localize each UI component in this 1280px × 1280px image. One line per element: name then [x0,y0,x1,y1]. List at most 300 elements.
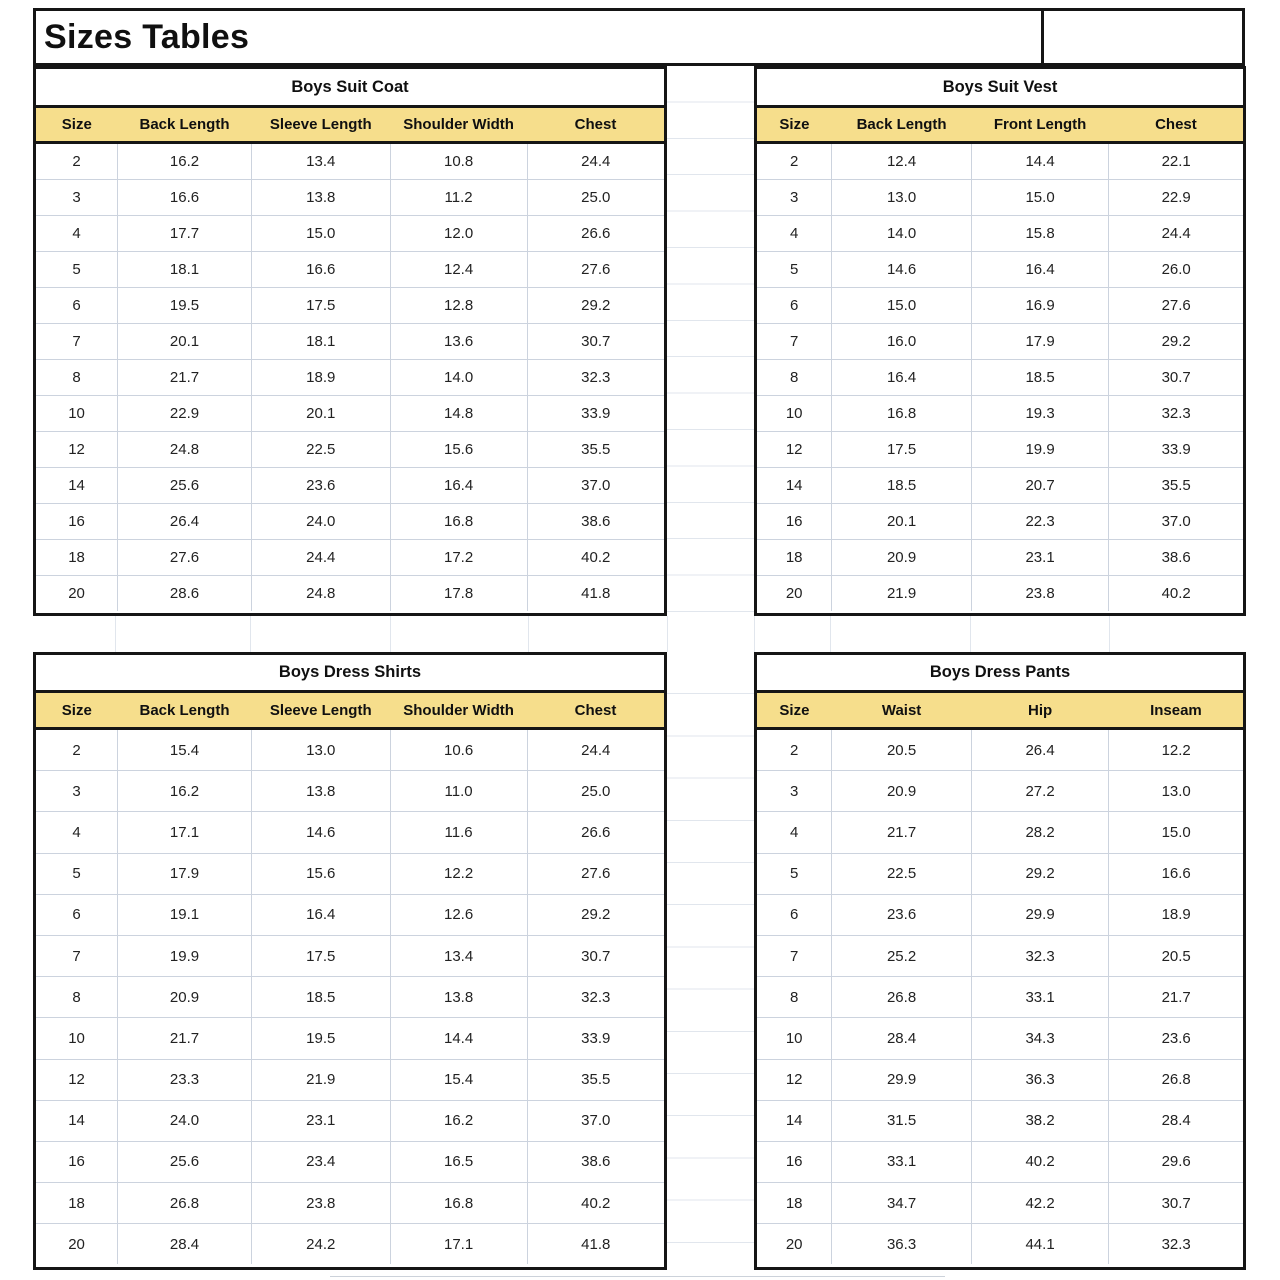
boys-suit-vest-table [754,66,1246,616]
gap-column-bottom [667,652,754,1270]
cell: 6 [36,894,118,935]
cell: 14 [757,1100,832,1141]
cell: 16 [36,504,118,540]
faint-gridline [528,616,529,652]
column-header: Size [36,108,118,143]
cell: 19.3 [971,396,1109,432]
cell: 14 [36,468,118,504]
faint-gridline [1109,616,1110,652]
cell: 26.4 [971,729,1109,771]
cell: 29.9 [832,1059,971,1100]
column-header: Chest [1109,108,1243,143]
cell: 28.4 [1109,1100,1243,1141]
cell: 12 [36,1059,118,1100]
cell: 28.6 [118,576,252,612]
cell: 26.0 [1109,252,1243,288]
cell: 14.4 [390,1018,527,1059]
table-row [757,1059,1243,1100]
cell: 44.1 [971,1224,1109,1265]
cell: 36.3 [971,1059,1109,1100]
cell: 32.3 [527,977,664,1018]
cell: 11.0 [390,771,527,812]
cell: 13.0 [832,180,971,216]
table-row [36,1183,664,1224]
cell: 8 [36,977,118,1018]
cell: 20.5 [1109,935,1243,976]
cell: 4 [757,216,832,252]
cell: 20.1 [251,396,390,432]
dress-shirts-grid [36,693,664,1264]
cell: 27.2 [971,771,1109,812]
cell: 4 [757,812,832,853]
cell: 20 [757,1224,832,1265]
suit-coat-grid [36,108,664,611]
table-row [36,853,664,894]
cell: 17.1 [390,1224,527,1265]
cell: 27.6 [1109,288,1243,324]
cell: 33.9 [1109,432,1243,468]
cell: 14.6 [832,252,971,288]
cell: 17.2 [390,540,527,576]
cell: 22.9 [1109,180,1243,216]
cell: 18.5 [832,468,971,504]
table-title: Boys Dress Pants [757,655,1243,693]
cell: 18.5 [971,360,1109,396]
table-row [36,977,664,1018]
table-row [36,1018,664,1059]
cell: 7 [757,324,832,360]
table-row [36,1224,664,1265]
cell: 16.8 [390,1183,527,1224]
cell: 24.8 [118,432,252,468]
dress-pants-grid [757,693,1243,1264]
cell: 10 [36,1018,118,1059]
cell: 23.8 [971,576,1109,612]
cell: 38.6 [527,504,664,540]
cell: 31.5 [832,1100,971,1141]
faint-gridline [250,616,251,652]
column-header: Back Length [832,108,971,143]
page-title: Sizes Tables [44,17,250,56]
cell: 33.9 [527,396,664,432]
column-header: Chest [527,693,664,729]
cell: 18 [36,540,118,576]
cell: 16.2 [390,1100,527,1141]
cell: 29.2 [527,894,664,935]
cell: 15.6 [390,432,527,468]
boys-dress-shirts-table [33,652,667,1270]
cell: 10 [36,396,118,432]
cell: 5 [36,252,118,288]
cell: 34.7 [832,1183,971,1224]
cell: 25.6 [118,468,252,504]
cell: 14.8 [390,396,527,432]
table-row [757,216,1243,252]
cell: 26.8 [832,977,971,1018]
cell: 2 [36,729,118,771]
table-row [757,1100,1243,1141]
cell: 16.4 [971,252,1109,288]
cell: 7 [757,935,832,976]
cell: 3 [757,771,832,812]
faint-gridline [667,616,668,652]
cell: 25.6 [118,1141,252,1182]
header-row [757,108,1243,143]
cell: 12.8 [390,288,527,324]
cell: 2 [757,143,832,180]
title-band [33,8,1245,66]
table-row [757,324,1243,360]
cell: 12.4 [390,252,527,288]
cell: 20.5 [832,729,971,771]
cell: 27.6 [527,853,664,894]
table-row [36,576,664,612]
cell: 28.4 [118,1224,252,1265]
cell: 18.9 [1109,894,1243,935]
table-row [36,540,664,576]
cell: 26.8 [118,1183,252,1224]
cell: 29.2 [527,288,664,324]
cell: 4 [36,812,118,853]
table-row [757,252,1243,288]
table-row [757,288,1243,324]
table-row [36,432,664,468]
cell: 24.4 [251,540,390,576]
cell: 35.5 [1109,468,1243,504]
cell: 25.2 [832,935,971,976]
cell: 20 [36,1224,118,1265]
gap-column-top [667,66,754,616]
cell: 16.5 [390,1141,527,1182]
cell: 15.0 [1109,812,1243,853]
faint-gridline-bottom [330,1276,945,1277]
cell: 17.8 [390,576,527,612]
cell: 6 [36,288,118,324]
cell: 29.9 [971,894,1109,935]
faint-gridline [390,616,391,652]
faint-gridline [115,616,116,652]
cell: 23.1 [251,1100,390,1141]
cell: 28.2 [971,812,1109,853]
spacer-row [33,616,1245,652]
cell: 16.8 [832,396,971,432]
cell: 32.3 [1109,1224,1243,1265]
cell: 17.9 [118,853,252,894]
table-row [36,894,664,935]
cell: 20.7 [971,468,1109,504]
cell: 30.7 [527,324,664,360]
cell: 33.1 [971,977,1109,1018]
faint-gridline [970,616,971,652]
cell: 12.2 [390,853,527,894]
cell: 11.2 [390,180,527,216]
table-row [36,935,664,976]
table-row [757,977,1243,1018]
column-header: Shoulder Width [390,693,527,729]
cell: 37.0 [1109,504,1243,540]
cell: 25.0 [527,180,664,216]
cell: 14 [757,468,832,504]
cell: 30.7 [1109,1183,1243,1224]
table-row [36,324,664,360]
cell: 26.6 [527,812,664,853]
cell: 18 [757,540,832,576]
cell: 16.2 [118,143,252,180]
cell: 19.9 [118,935,252,976]
cell: 36.3 [832,1224,971,1265]
table-row [757,1141,1243,1182]
cell: 12 [757,1059,832,1100]
boys-suit-coat-table [33,66,667,616]
cell: 20.1 [832,504,971,540]
cell: 15.0 [832,288,971,324]
cell: 5 [757,853,832,894]
column-header: Sleeve Length [251,108,390,143]
table-row [36,288,664,324]
cell: 13.0 [251,729,390,771]
table-row [757,812,1243,853]
cell: 20 [36,576,118,612]
table-row [36,143,664,180]
cell: 17.7 [118,216,252,252]
cell: 17.5 [251,935,390,976]
table-row [757,432,1243,468]
cell: 34.3 [971,1018,1109,1059]
cell: 18.9 [251,360,390,396]
cell: 14.4 [971,143,1109,180]
column-header: Chest [527,108,664,143]
cell: 24.4 [527,143,664,180]
table-row [757,894,1243,935]
cell: 20.9 [118,977,252,1018]
cell: 40.2 [971,1141,1109,1182]
table-title: Boys Suit Coat [36,69,664,108]
cell: 13.4 [251,143,390,180]
table-row [757,396,1243,432]
column-header: Back Length [118,693,252,729]
table-row [757,360,1243,396]
header-row [757,693,1243,729]
column-header: Inseam [1109,693,1243,729]
cell: 3 [36,180,118,216]
cell: 29.2 [971,853,1109,894]
cell: 15.6 [251,853,390,894]
cell: 16.6 [118,180,252,216]
cell: 16 [757,504,832,540]
column-header: Front Length [971,108,1109,143]
cell: 5 [36,853,118,894]
cell: 38.6 [527,1141,664,1182]
cell: 16.0 [832,324,971,360]
table-row [757,540,1243,576]
table-row [757,180,1243,216]
cell: 16.9 [971,288,1109,324]
cell: 23.4 [251,1141,390,1182]
cell: 25.0 [527,771,664,812]
cell: 16.4 [832,360,971,396]
cell: 35.5 [527,1059,664,1100]
cell: 14.0 [832,216,971,252]
column-header: Shoulder Width [390,108,527,143]
table-row [36,1141,664,1182]
cell: 19.5 [118,288,252,324]
cell: 20.9 [832,771,971,812]
cell: 22.1 [1109,143,1243,180]
cell: 29.6 [1109,1141,1243,1182]
cell: 12.4 [832,143,971,180]
table-row [36,396,664,432]
cell: 23.3 [118,1059,252,1100]
column-header: Waist [832,693,971,729]
table-row [36,1059,664,1100]
cell: 4 [36,216,118,252]
cell: 13.8 [251,771,390,812]
cell: 8 [36,360,118,396]
cell: 20.9 [832,540,971,576]
cell: 27.6 [527,252,664,288]
table-row [36,216,664,252]
cell: 10 [757,1018,832,1059]
cell: 12 [36,432,118,468]
cell: 23.6 [1109,1018,1243,1059]
cell: 16.4 [390,468,527,504]
cell: 12.0 [390,216,527,252]
cell: 27.6 [118,540,252,576]
cell: 12 [757,432,832,468]
cell: 10 [757,396,832,432]
cell: 40.2 [1109,576,1243,612]
cell: 33.1 [832,1141,971,1182]
cell: 23.8 [251,1183,390,1224]
cell: 32.3 [1109,396,1243,432]
cell: 42.2 [971,1183,1109,1224]
cell: 37.0 [527,468,664,504]
cell: 20.1 [118,324,252,360]
cell: 2 [36,143,118,180]
suit-vest-grid [757,108,1243,611]
cell: 2 [757,729,832,771]
cell: 18.1 [118,252,252,288]
cell: 38.2 [971,1100,1109,1141]
cell: 26.8 [1109,1059,1243,1100]
header-row [36,693,664,729]
cell: 3 [757,180,832,216]
cell: 16.2 [118,771,252,812]
cell: 26.4 [118,504,252,540]
cell: 41.8 [527,576,664,612]
cell: 21.9 [832,576,971,612]
cell: 10.6 [390,729,527,771]
cell: 40.2 [527,1183,664,1224]
title-empty-cell [1044,11,1242,63]
cell: 16.4 [251,894,390,935]
cell: 16.6 [1109,853,1243,894]
cell: 20 [757,576,832,612]
cell: 17.5 [251,288,390,324]
cell: 24.4 [1109,216,1243,252]
cell: 16.6 [251,252,390,288]
cell: 24.0 [251,504,390,540]
cell: 16.8 [390,504,527,540]
cell: 18.1 [251,324,390,360]
cell: 15.0 [971,180,1109,216]
table-row [36,504,664,540]
table-row [36,252,664,288]
cell: 14.6 [251,812,390,853]
cell: 16 [36,1141,118,1182]
table-row [757,1018,1243,1059]
table-row [757,853,1243,894]
cell: 6 [757,894,832,935]
cell: 35.5 [527,432,664,468]
table-row [757,771,1243,812]
table-title: Boys Suit Vest [757,69,1243,108]
table-row [757,935,1243,976]
cell: 19.9 [971,432,1109,468]
table-row [757,1224,1243,1265]
table-title: Boys Dress Shirts [36,655,664,693]
cell: 24.0 [118,1100,252,1141]
cell: 18 [757,1183,832,1224]
cell: 15.8 [971,216,1109,252]
cell: 24.2 [251,1224,390,1265]
cell: 30.7 [527,935,664,976]
cell: 40.2 [527,540,664,576]
cell: 41.8 [527,1224,664,1265]
cell: 6 [757,288,832,324]
faint-gridline [830,616,831,652]
cell: 30.7 [1109,360,1243,396]
cell: 11.6 [390,812,527,853]
cell: 14.0 [390,360,527,396]
table-row [36,360,664,396]
table-row [757,468,1243,504]
table-row [36,812,664,853]
cell: 33.9 [527,1018,664,1059]
cell: 8 [757,360,832,396]
cell: 21.7 [118,1018,252,1059]
cell: 23.1 [971,540,1109,576]
cell: 21.7 [118,360,252,396]
column-header: Size [36,693,118,729]
cell: 10.8 [390,143,527,180]
cell: 17.5 [832,432,971,468]
cell: 7 [36,324,118,360]
cell: 13.0 [1109,771,1243,812]
cell: 37.0 [527,1100,664,1141]
cell: 18 [36,1183,118,1224]
cell: 22.5 [251,432,390,468]
table-row [36,729,664,771]
cell: 32.3 [971,935,1109,976]
cell: 7 [36,935,118,976]
cell: 21.7 [832,812,971,853]
cell: 19.5 [251,1018,390,1059]
cell: 13.6 [390,324,527,360]
cell: 38.6 [1109,540,1243,576]
column-header: Back Length [118,108,252,143]
cell: 24.4 [527,729,664,771]
cell: 15.4 [390,1059,527,1100]
cell: 22.5 [832,853,971,894]
cell: 17.1 [118,812,252,853]
cell: 13.8 [251,180,390,216]
table-row [36,1100,664,1141]
cell: 8 [757,977,832,1018]
cell: 26.6 [527,216,664,252]
cell: 22.3 [971,504,1109,540]
cell: 32.3 [527,360,664,396]
